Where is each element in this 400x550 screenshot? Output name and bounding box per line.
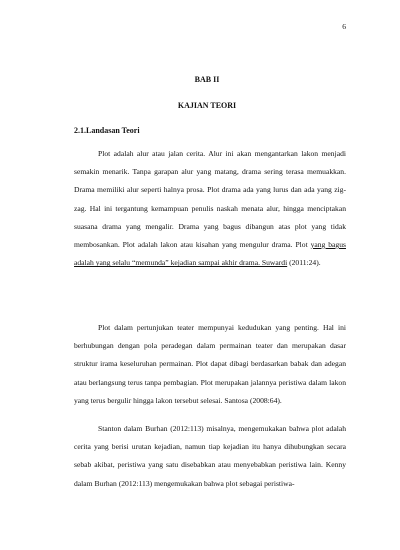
section-heading: 2.1.Landasan Teori (74, 126, 140, 135)
underlined-quote: yang bagus adalah yang selalu “memunda” kejadian sampai akhir drama. Suwardi (74, 240, 346, 268)
chapter-title: KAJIAN TEORI (177, 101, 237, 110)
chapter-label: BAB II (194, 75, 220, 84)
paragraph-text: Plot adalah alur atau jalan cerita. Alur ini akan mengantarkan lakon menjadi semakin menarik. Tanpa garapan alur yang matang, drama sering terasa memuakkan. Drama memiliki alur seperti halnya prosa. Plot drama ada yang lurus dan ada yang zig-zag. Hal ini tergantung kemampuan penulis naskah menata alur, hingga menciptakan suasana drama yang mengalir. Drama yang bagus dibangun atas plot yang tidak membosankan. Plot adalah lakon atau kisahan yang mengulur drama. Plot (74, 149, 346, 250)
page-number: 6 (342, 22, 346, 31)
paragraph-plot-in-theater: Plot dalam pertunjukan teater mempunyai kedudukan yang penting. Hal ini berhubungan dengan pola peradegan dalam permainan teater dan merupakan dasar struktur irama keseluruhan permainan. Plot dapat dibagi berdasarkan babak dan adegan atau berlangsung terus tanpa pembagian. Plot merupakan jalannya peristiwa dalam lakon yang terus bergulir hingga lakon tersebut selesai. Santosa (2008:64). (74, 323, 346, 405)
paragraph-plot-definition (74, 145, 346, 272)
citation-text: (2011:24). (287, 258, 321, 268)
paragraph-stanton-burhan: Stanton dalam Burhan (2012:113) misalnya, mengemukakan bahwa plot adalah cerita yang berisi urutan kejadian, namun tiap kejadian itu hanya dihubungkan secara sebab akibat, peristiwa yang satu disebabkan atau menyebabkan peristiwa lain. Kenny dalam Burhan (2012:113) mengemukakan bahwa plot sebagai peristiwa- (74, 424, 346, 488)
